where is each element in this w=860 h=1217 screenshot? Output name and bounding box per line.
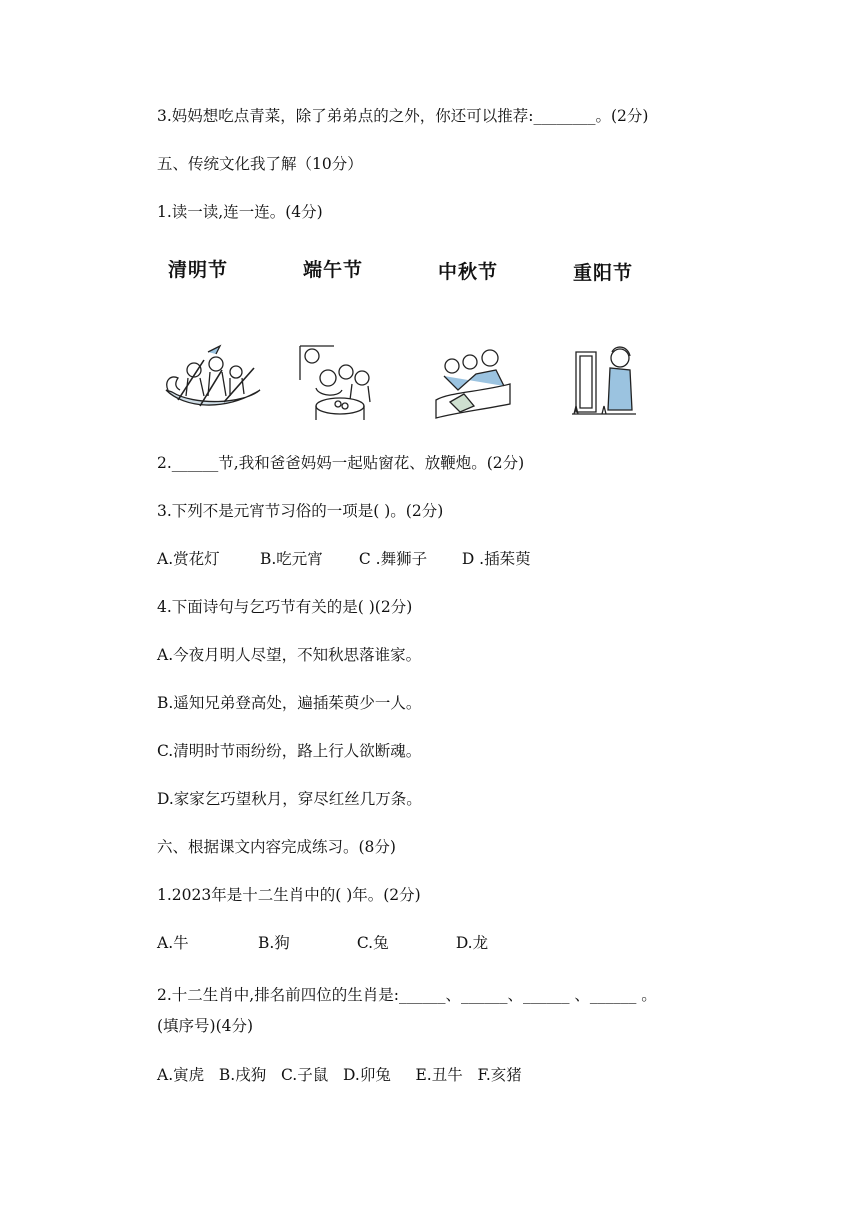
s5-q4-option-b: B.遥知兄弟登高处，遍插茱萸少一人。 bbox=[157, 694, 422, 712]
tombstone-elder-picture bbox=[568, 342, 640, 420]
s6-q1-option-c: C.兔 bbox=[356, 934, 389, 952]
s6-q1-options bbox=[157, 933, 488, 953]
s5-q1: 1.读一读,连一连。(4分) bbox=[157, 203, 323, 221]
s6-q2-line1: 2.十二生肖中,排名前四位的生肖是:______、______、______ 、______ 。 bbox=[157, 986, 657, 1004]
s5-q4-option-c: C.清明时节雨纷纷，路上行人欲断魂。 bbox=[157, 742, 422, 760]
festival-duanwu: 端午节 bbox=[303, 259, 364, 281]
s5-q4-option-d: D.家家乞巧望秋月，穿尽红丝几万条。 bbox=[157, 790, 422, 808]
section6-title: 六、根据课文内容完成练习。(8分) bbox=[157, 838, 396, 856]
festival-zhongqiu: 中秋节 bbox=[438, 261, 499, 283]
s5-q3-option-b: B.吃元宵 bbox=[259, 550, 323, 568]
s6-q1-option-b: B.狗 bbox=[257, 934, 290, 952]
s5-q3-option-c: C .舞狮子 bbox=[358, 550, 428, 568]
festival-chongyang: 重阳节 bbox=[573, 262, 634, 284]
section5-title: 五、传统文化我了解（10分） bbox=[157, 155, 363, 173]
s5-q4: 4.下面诗句与乞巧节有关的是( )(2分) bbox=[157, 598, 413, 616]
s5-q3-options bbox=[157, 549, 531, 569]
reunion-dinner-picture bbox=[430, 340, 520, 422]
festival-qingming: 清明节 bbox=[168, 259, 229, 281]
s5-q2: 2.______节,我和爸爸妈妈一起贴窗花、放鞭炮。(2分) bbox=[157, 454, 525, 472]
s5-q4-option-a: A.今夜月明人尽望，不知秋思落谁家。 bbox=[157, 646, 422, 664]
s5-q3-option-a: A.赏花灯 bbox=[157, 550, 220, 568]
s6-q2-options: A.寅虎 B.戌狗 C.子鼠 D.卯兔 E.丑牛 F.亥猪 bbox=[157, 1066, 522, 1084]
mooncake-family-picture bbox=[298, 340, 378, 422]
dragon-boat-picture bbox=[164, 340, 264, 418]
s6-q2-line2: (填序号)(4分) bbox=[157, 1017, 254, 1035]
q3-greens-line: 3.妈妈想吃点青菜，除了弟弟点的之外，你还可以推荐:________。(2分) bbox=[157, 107, 649, 125]
s6-q1-option-a: A.牛 bbox=[157, 934, 189, 952]
s6-q1-option-d: D.龙 bbox=[455, 934, 489, 952]
s6-q1: 1.2023年是十二生肖中的( )年。(2分) bbox=[157, 886, 421, 904]
s5-q3-option-d: D .插茱萸 bbox=[461, 550, 531, 568]
s5-q3: 3.下列不是元宵节习俗的一项是( )。(2分) bbox=[157, 502, 444, 520]
